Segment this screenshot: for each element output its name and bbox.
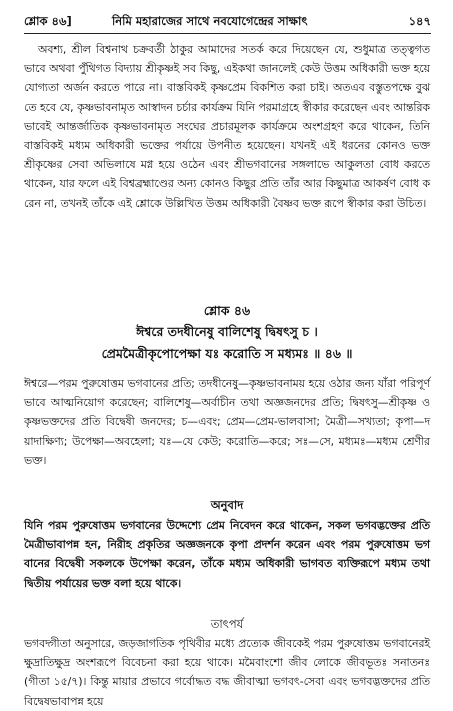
translation-text: যিনি পরম পুরুষোত্তম ভগবানের উদ্দেশ্যে প্রেম নিবেদন করে থাকেন, সকল ভগবদ্ভক্তের প্রতি মৈত্রীভাবাপন্ন হন, নিরীহ প্রকৃতির অজ্ঞজনকে কৃপা প্রদর্শন করেন এবং পরম পুরুষোত্তম ভগবানের বিদ্বেষী সকলকে উপেক্ষা করেন, তাঁকে মধ্যম অধিকারী ভাগবত ব্যক্তিরূপে মধ্যম তথা দ্বিতীয় পর্যায়ের ভক্ত বলা হয়ে থাকে। (24, 519, 430, 590)
verse-line-2: প্রেমমৈত্রীকৃপোপেক্ষা যঃ করোতি স মধ্যমঃ ॥ ৪৬ ॥ (101, 346, 353, 361)
purport-text: ভগবদ্গীতা অনুসারে, জড়জাগতিক পৃথিবীর মধ্যে প্রত্যেক জীবকেই পরম পুরুষোত্তম ভগবানেরই ক্ষুদ্রাতিক্ষুদ্র অংশরূপে বিবেচনা করা হয়ে থাকে। মমৈবাংশো জীব লোকে জীবভূতঃ সনাতনঃ (গীতা ১৫/৭)। কিন্তু মায়ার প্রভাবে গর্বোদ্ধত বদ্ধ জীবাত্মা ভগবৎ-সেবা এবং ভগবদ্ভক্তদের প্রতি বিদ্বেষভাবাপন্ন হয়ে (24, 637, 430, 708)
intro-paragraph: অবশ্য, শ্রীল বিশ্বনাথ চক্রবর্তী ঠাকুর আমাদের সতর্ক করে দিয়েছেন যে, শুধুমাত্র তত্ত্বগতভাবে অথবা পুঁথিগত বিদ্যায় শ্রীকৃষ্ণই সব কিছু, এইকথা জানলেই কেউ উত্তম অধিকারী ভক্ত হয়ে যোগ্যতা অর্জন করতে পারে না। বাস্তবিকই কৃষ্ণপ্রেম বিকশিত করা চাই। অতএব বস্তুতপক্ষে বুঝতে হবে যে, কৃষ্ণভাবনামৃত আস্বাদন চর্চার কার্যক্রম যিনি পরমাগ্রহে স্বীকার করেছেন এবং আন্তরিকভাবেই আন্তর্জাতিক কৃষ্ণভাবনামৃত সংঘের প্রচারমূলক কার্যক্রমে অংশগ্রহণ করে থাকেন, তিনি বাস্তবিকই মধ্যম অধিকারী ভক্তের পর্যায়ে উপনীত হয়েছেন। যখনই এই ধরনের কোনও ভক্ত শ্রীকৃষ্ণের সেবা অভিলাষে মগ্ন হয়ে ওঠেন এবং শ্রীভগবানের সঙ্গলাভে আকুলতা বোধ করতে থাকেন, যার ফলে এই বিশ্বব্রহ্মাণ্ডের অন্য কোনও কিছুর প্রতি তাঁর আর কিছুমাত্র আকর্ষণ বোধ করেন না, তখনই তাঁকে এই শ্লোকে উল্লিখিত উত্তম অধিকারী বৈষ্ণব ভক্ত রূপে স্বীকার করা উচিত। (24, 43, 430, 210)
translation-heading: অনুবাদ (210, 498, 244, 512)
verse-line-1: ঈশ্বরে তদধীনেষু বালিশেষু দ্বিষৎসু চ । (136, 324, 318, 339)
header-chapter-title: নিমি মহারাজের সাথে নবযোগেন্দ্রের সাক্ষাৎ (112, 14, 308, 28)
purport-heading: তাৎপর্য (210, 617, 244, 631)
synonyms: ঈশ্বরে—পরম পুরুষোত্তম ভগবানের প্রতি; তদধীনেষু—কৃষ্ণভাবনাময় হয়ে ওঠার জন্য যাঁরা পরিপূর্ণভাবে আত্মনিয়োগ করেছেন; বালিশেষু—অর্বাচীন তথা অজ্ঞজনদের প্রতি; দ্বিষৎসু—শ্রীকৃষ্ণ ও কৃষ্ণভক্তদের প্রতি বিদ্বেষী জনদের; চ—এবং; প্রেম—প্রেম-ভালবাসা; মৈত্রী—সখ্যতা; কৃপা—দয়াদাক্ষিণ্য; উপেক্ষা—অবহেলা; যঃ—যে কেউ; করোতি—করে; সঃ—সে, মধ্যমঃ—মধ্যম শ্রেণীর ভক্ত। (24, 377, 430, 467)
running-header (24, 12, 431, 30)
page-number: ১৪৭ (408, 14, 431, 28)
header-rule (24, 33, 431, 34)
verse-title: শ্লোক ৪৬ (203, 303, 251, 318)
header-verse-ref: শ্লোক ৪৬] (24, 14, 72, 28)
